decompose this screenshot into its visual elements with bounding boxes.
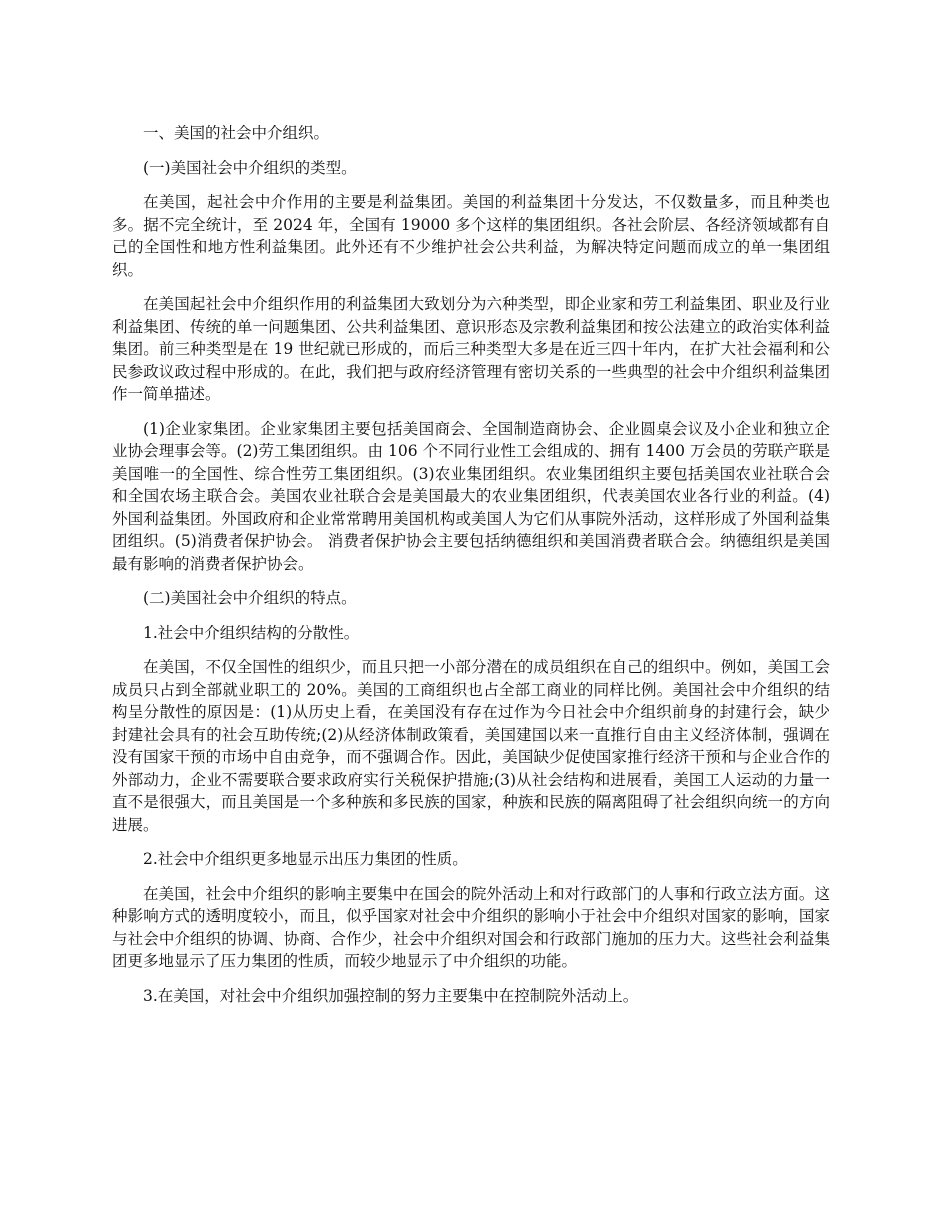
feature-heading-1: 1.社会中介组织结构的分散性。 (143, 623, 360, 642)
subsection-heading-features: (二)美国社会中介组织的特点。 (143, 589, 357, 607)
paragraph-group-list: (1)企业家集团。企业家集团主要包括美国商会、全国制造商协会、企业圆桌会议及小企业和独立企业协会理事会等。(2)劳工集团组织。由 106 个不同行业性工会组成的、拥有 1400 万会员的劳联产联是美国唯一的全国性、综合性劳工集团组织。(3)农业集团组织。农业集团组织主要包括美国农业社联合会和全国农场主联合会。美国农业社联合会是美国最大的农业集团组织，代表美国农业各行业的利益。(4)外国利益集团。外国政府和企业常常聘用美国机构或美国人为它们从事院外活动，这样形成了外国利益集团组织。(5)消费者保护协会。 消费者保护协会主要包括纳德组织和美国消费者联合会。纳德组织是美国最有影响的消费者保护协会。 (112, 419, 830, 573)
feature-heading-2: 2.社会中介组织更多地显示出压力集团的性质。 (143, 850, 468, 868)
paragraph-dispersion: 在美国，不仅全国性的组织少，而且只把一小部分潜在的成员组织在自己的组织中。例如，美国工会成员只占到全部就业职工的 20%。美国的工商组织也占全部工商业的同样比例。美国社会中介组织的结构呈分散性的原因是：(1)从历史上看，在美国没有存在过作为今日社会中介组织前身的封建行会，缺少封建社会具有的社会互助传统;(2)从经济体制政策看，美国建国以来一直推行自由主义经济体制，强调在没有国家干预的市场中自由竞争，而不强调合作。因此，美国缺少促使国家推行经济干预和与企业合作的外部动力，企业不需要联合要求政府实行关税保护措施;(3)从社会结构和进展看，美国工人运动的力量一直不是很强大，而且美国是一个多种族和多民族的国家，种族和民族的隔离阻碍了社会组织向统一的方向进展。 (112, 658, 830, 834)
document-body (112, 122, 830, 1019)
subsection-heading-types: (一)美国社会中介组织的类型。 (143, 158, 357, 177)
paragraph-pressure-groups: 在美国，社会中介组织的影响主要集中在国会的院外活动上和对行政部门的人事和行政立法方面。这种影响方式的透明度较小，而且，似乎国家对社会中介组织的影响小于社会中介组织对国家的影响，国家与社会中介组织的协调、协商、合作少，社会中介组织对国会和行政部门施加的压力大。这些社会利益集团更多地显示了压力集团的性质，而较少地显示了中介组织的功能。 (112, 884, 830, 970)
feature-heading-3: 3.在美国，对社会中介组织加强控制的努力主要集中在控制院外活动上。 (143, 986, 639, 1005)
paragraph-six-types: 在美国起社会中介组织作用的利益集团大致划分为六种类型，即企业家和劳工利益集团、职业及行业利益集团、传统的单一问题集团、公共利益集团、意识形态及宗教利益集团和按公法建立的政治实体利益集团。前三种类型是在 19 世纪就已形成的，而后三种类型大多是在近三四十年内，在扩大社会福利和公民参政议政过程中形成的。在此，我们把与政府经济管理有密切关系的一些典型的社会中介组织利益集团作一简单描述。 (112, 295, 830, 403)
paragraph-interest-groups: 在美国，起社会中介作用的主要是利益集团。美国的利益集团十分发达，不仅数量多，而且种类也多。据不完全统计，至 2024 年，全国有 19000 多个这样的集团组织。各社会阶层、各经济领域都有自己的全国性和地方性利益集团。此外还有不少维护社会公共利益，为解决特定问题而成立的单一集团组织。 (112, 193, 830, 279)
section-heading: 一、美国的社会中介组织。 (143, 124, 330, 142)
